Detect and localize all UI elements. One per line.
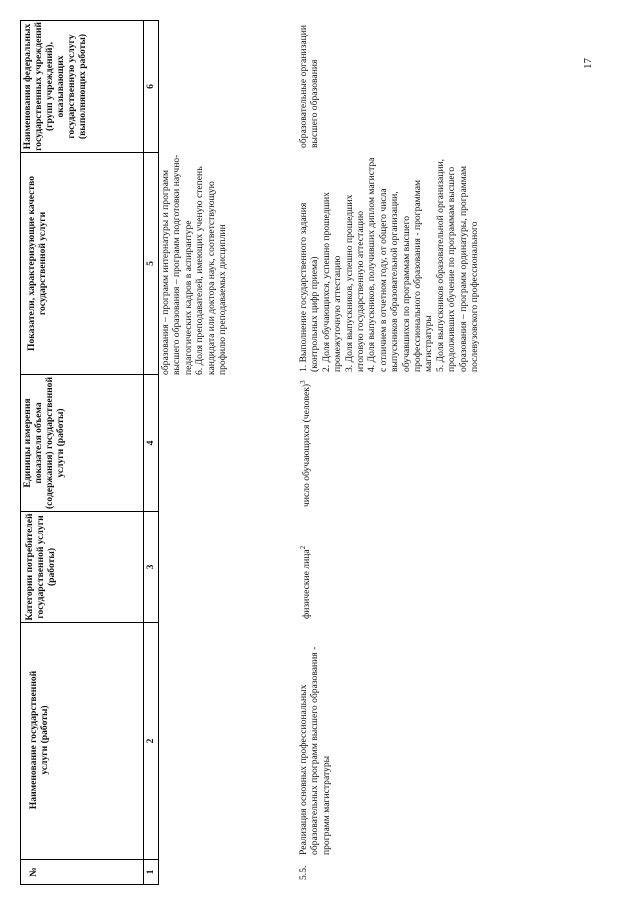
col-number-6: 6: [145, 84, 156, 89]
row-number: 5.5.: [298, 865, 309, 880]
row-unit-text: число обучающихся (человек): [301, 383, 313, 507]
indicators-continued-text: образования – программ интернатуры и программ высшего образования – программ подготовки научно-педагогических кадров в аспирантуре 6. Доля преподавателей, имеющих ученую степень кандидата или доктора наук, соответствующую профилю преподаваемых дисциплин: [160, 154, 229, 375]
col-border-2: [20, 622, 159, 623]
header-number: №: [28, 867, 39, 877]
row-consumers: [298, 514, 313, 619]
row-consumers-footnote: 2: [299, 545, 307, 550]
header-indicators: Показатели, характеризующие качество государственной услуги: [26, 176, 48, 352]
col-number-5: 5: [145, 261, 156, 266]
col-border-0: [20, 884, 159, 885]
col-number-4: 4: [145, 440, 156, 446]
row-unit: [298, 379, 313, 507]
row-indicators: 1. Выполнение государственного задания (контрольных цифр приема) 2. Доля обучающихся, успешно прошедших промежуточную аттестацию 3. Доля выпускников, успешно прошедших итоговую государственную аттестацию 4. Доля выпускников, получивших диплом магистра с отличием в отчетном году, от общего числа выпускников образовательной организации, обучавшихся по программам высшего профессионального образования - программам магистратуры 5. Доля выпускников образовательной организации, продолживших обучение по программам высшего образования – программ ординатуры, программам послевузовского профессионального: [298, 157, 481, 372]
col-number-3: 3: [145, 564, 156, 570]
header-consumers: Категории потребителей государственной услуги (работы): [24, 513, 57, 621]
col-number-2: 2: [145, 738, 156, 744]
row-institutions: образовательные организации высшего образования: [298, 24, 321, 148]
header-service-name: Наименование государственной услуги (работы): [28, 670, 50, 810]
row-unit-footnote: 3: [299, 380, 307, 384]
col-number-1: 1: [145, 869, 156, 875]
header-unit: Единицы измерения показателя объема (содержания) государственной услуги (работы): [22, 376, 66, 510]
header-institutions: Наименования федеральных государственных учреждений (групп учреждений), оказывающих государственную услугу (выполняющих работы): [22, 22, 88, 151]
row-service-name: Реализация основных профессиональных образовательных программ высшего образования - программ магистратуры: [298, 646, 332, 855]
page-number: 17: [582, 58, 594, 69]
row-consumers-text: физические лица: [301, 549, 313, 619]
